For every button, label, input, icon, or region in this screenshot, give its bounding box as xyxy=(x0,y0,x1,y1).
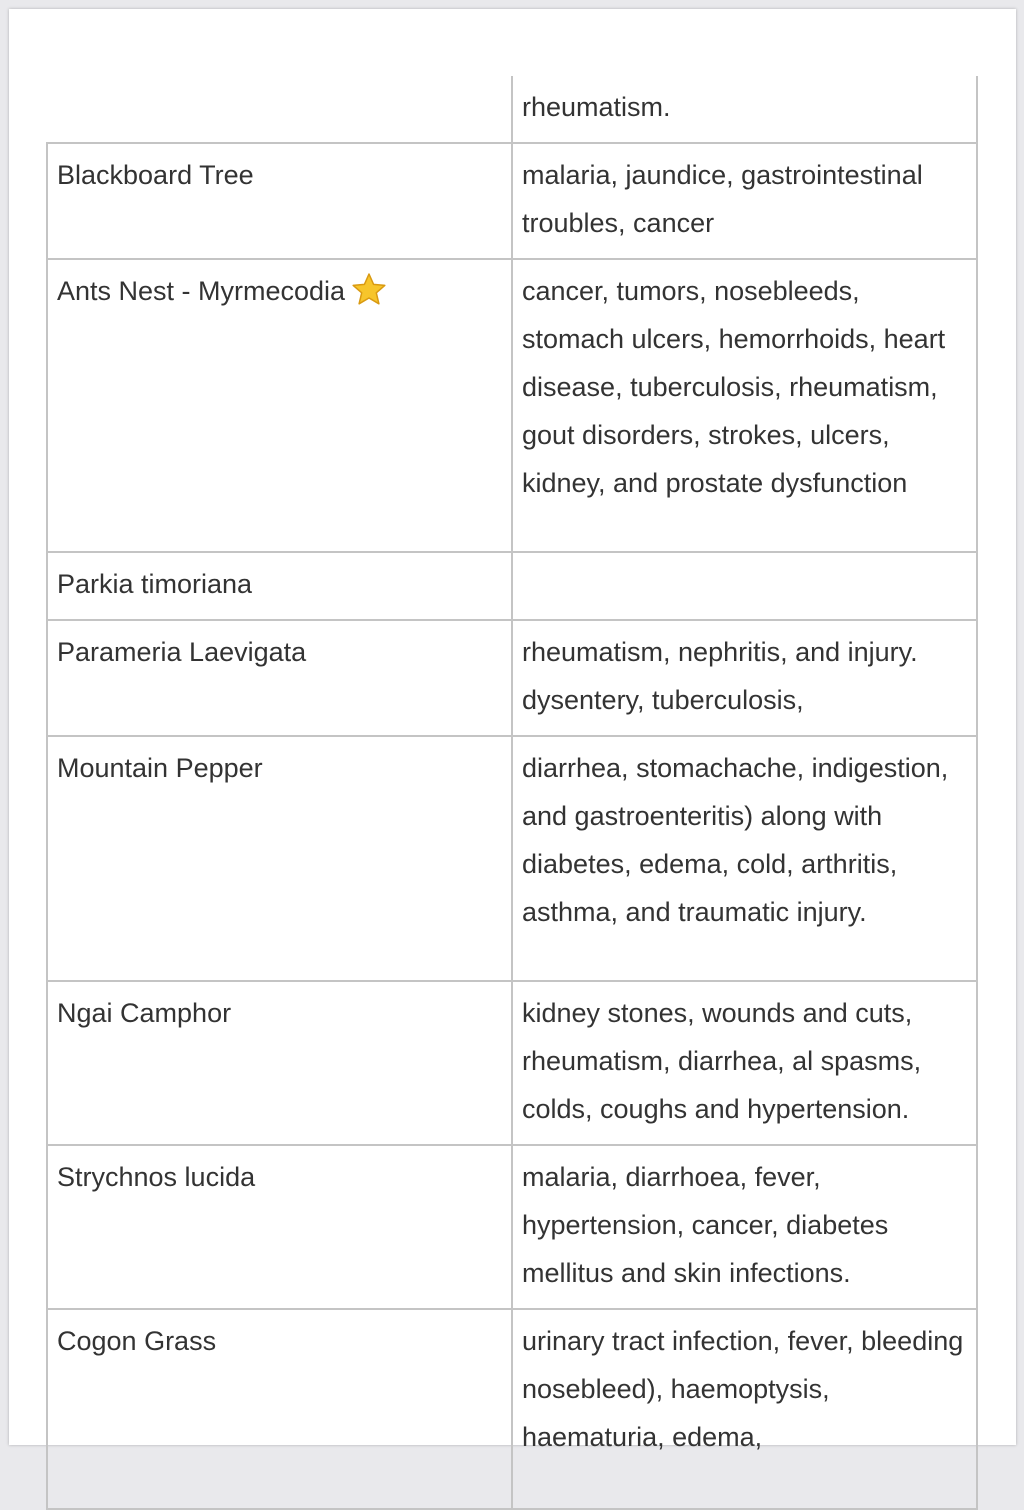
table-row xyxy=(47,620,977,736)
plant-name-cell: Cogon Grass xyxy=(47,1309,512,1509)
plant-uses-cell: diarrhea, stomachache, indigestion, and gastroenteritis) along with diabetes, edema, cold, arthritis, asthma, and traumatic injury. xyxy=(512,736,977,981)
plant-uses-cell: rheumatism. xyxy=(512,76,977,143)
table-row xyxy=(47,1145,977,1309)
table-row xyxy=(47,552,977,620)
plant-name-cell: Strychnos lucida xyxy=(47,1145,512,1309)
plant-uses-cell: rheumatism, nephritis, and injury. dysentery, tuberculosis, xyxy=(512,620,977,736)
table-row xyxy=(47,981,977,1145)
table-container xyxy=(46,76,976,1452)
table-row xyxy=(47,259,977,552)
table-row xyxy=(47,76,977,143)
table-row xyxy=(47,736,977,981)
table-row xyxy=(47,1309,977,1509)
plant-name-cell: Parkia timoriana xyxy=(47,552,512,620)
plant-uses-cell: kidney stones, wounds and cuts, rheumatism, diarrhea, al spasms, colds, coughs and hypertension. xyxy=(512,981,977,1145)
document-page xyxy=(9,9,1016,1452)
plant-uses-cell: malaria, jaundice, gastrointestinal troubles, cancer xyxy=(512,143,977,259)
plant-name-cell: Mountain Pepper xyxy=(47,736,512,981)
plant-name-cell xyxy=(47,259,512,552)
plant-uses-cell: urinary tract infection, fever, bleeding nosebleed), haemoptysis, haematuria, edema, xyxy=(512,1309,977,1509)
plant-name-cell: Blackboard Tree xyxy=(47,143,512,259)
plant-uses-cell xyxy=(512,552,977,620)
star-icon xyxy=(351,272,387,321)
table-row xyxy=(47,143,977,259)
plant-name-text: Ants Nest - Myrmecodia xyxy=(57,276,346,306)
plant-uses-cell: cancer, tumors, nosebleeds, stomach ulcers, hemorrhoids, heart disease, tuberculosis, rheumatism, gout disorders, strokes, ulcers, kidney, and prostate dysfunction xyxy=(512,259,977,552)
plant-name-cell xyxy=(47,76,512,143)
plant-uses-cell: malaria, diarrhoea, fever, hypertension, cancer, diabetes mellitus and skin infections. xyxy=(512,1145,977,1309)
plant-name-cell: Parameria Laevigata xyxy=(47,620,512,736)
plant-name-cell: Ngai Camphor xyxy=(47,981,512,1145)
plants-table xyxy=(46,76,978,1510)
